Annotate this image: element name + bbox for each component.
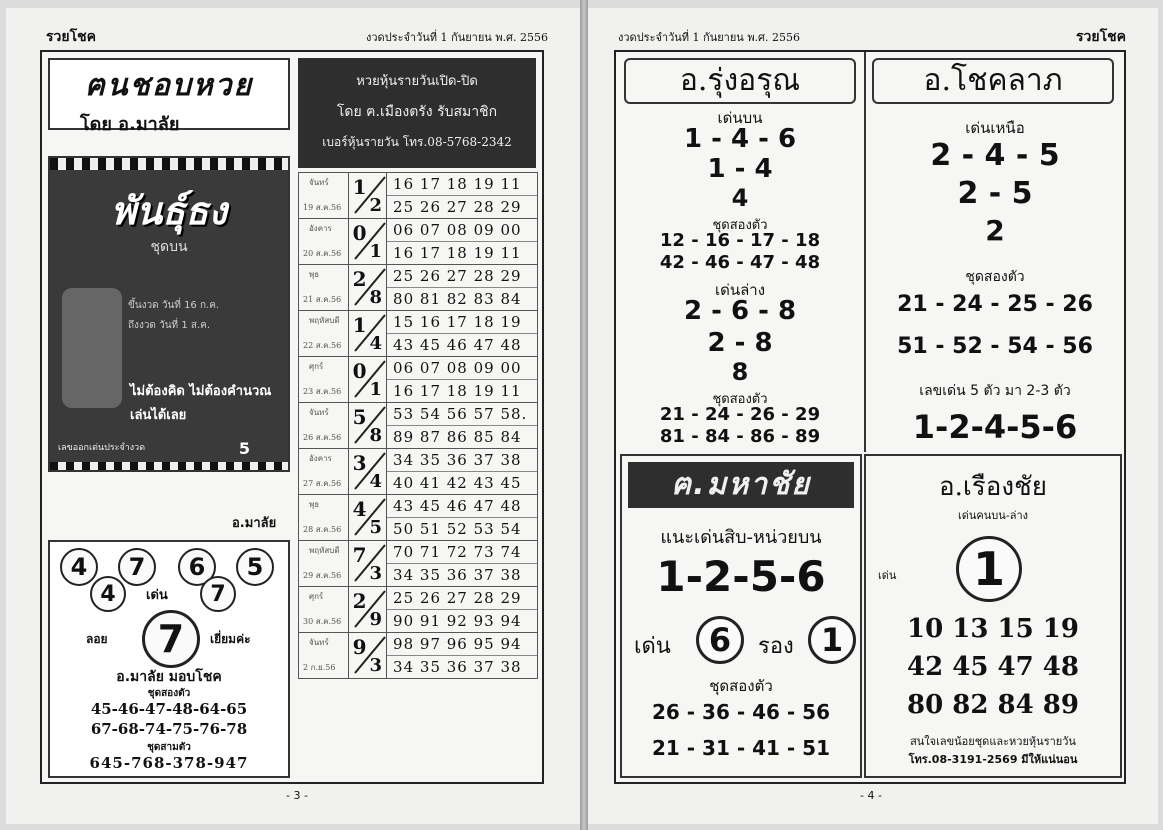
stock-digit-top: 3: [352, 451, 367, 475]
chok-lap-l3: 2: [985, 214, 1005, 247]
rung-arun-two4: 81 - 84 - 86 - 89: [659, 426, 821, 447]
stock-numbers-line1: 06 07 08 09 00: [387, 219, 537, 242]
stock-numbers-cell: [387, 219, 538, 265]
checker-border-bottom: [50, 462, 288, 470]
left-page-number: - 3 -: [286, 789, 308, 802]
stock-day: อังคาร: [309, 224, 332, 233]
stock-digit-bottom: 4: [369, 333, 383, 354]
rung-arun-low1: 2 - 6 - 8: [683, 296, 797, 326]
stock-header-line2: โดย ฅ.เมืองตรัง รับสมาชิก: [336, 104, 498, 120]
stock-numbers-cell: [387, 173, 538, 219]
rueang-chai-r2: 42 45 47 48: [907, 652, 1079, 682]
rung-arun-up1: 1 - 4 - 6: [683, 124, 797, 154]
stock-fraction-cell: [348, 173, 386, 219]
maha-chai-den-circle: 6: [696, 616, 744, 664]
stock-digit-top: 0: [352, 221, 367, 245]
stock-row: [299, 357, 538, 403]
stock-digit-top: 4: [352, 497, 367, 521]
stock-numbers-line1: 25 26 27 28 29: [387, 265, 537, 288]
stock-digit-bottom: 3: [369, 563, 383, 584]
stock-row: [299, 403, 538, 449]
stock-day: จันทร์: [309, 178, 329, 187]
chok-lap-title: อ.โชคลาภ: [872, 58, 1114, 104]
stock-day: พฤหัสบดี: [309, 316, 340, 325]
right-page-date: งวดประจำวันที่ 1 กันยายน พ.ศ. 2556: [618, 31, 801, 44]
stock-fraction-cell: [348, 587, 386, 633]
stock-date: 19 ส.ค.56: [303, 203, 342, 212]
promo-line2: ถึงงวด วันที่ 1 ส.ค.: [128, 320, 211, 331]
stock-row: [299, 541, 538, 587]
stock-row: [299, 587, 538, 633]
stock-day: ศุกร์: [309, 362, 324, 371]
rung-arun-two3: 21 - 24 - 26 - 29: [659, 404, 821, 425]
stock-row: [299, 449, 538, 495]
stock-date: 2 ก.ย.56: [303, 663, 336, 672]
chok-lap-two2: 51 - 52 - 54 - 56: [897, 334, 1093, 359]
rung-arun-two-label2: ชุดสองตัว: [712, 392, 768, 407]
page-gutter: [580, 0, 588, 830]
rung-arun-up3: 4: [731, 184, 749, 212]
stock-numbers-line2: 90 91 92 93 94: [393, 612, 522, 630]
stock-day-cell: [299, 265, 349, 311]
stock-digit-bottom: 2: [369, 195, 383, 216]
stock-digit-bottom: 1: [369, 241, 383, 262]
stock-day: ศุกร์: [309, 592, 324, 601]
stock-numbers-cell: [387, 357, 538, 403]
stock-date: 28 ส.ค.56: [303, 525, 342, 534]
stock-digit-bottom: 9: [369, 609, 383, 630]
stock-digit-bottom: 8: [369, 425, 383, 446]
stock-numbers-line1: 43 45 46 47 48: [387, 495, 537, 518]
stock-numbers-line2: 16 17 18 19 11: [393, 244, 522, 262]
promo-line4: เล่นได้เลย: [130, 408, 187, 423]
stock-digit-bottom: 3: [369, 655, 383, 676]
stock-digit-top: 7: [352, 543, 367, 567]
stock-day: พฤหัสบดี: [309, 546, 340, 555]
top-circle-1: 4: [60, 548, 98, 586]
stock-numbers-cell: [387, 265, 538, 311]
stock-numbers-cell: [387, 495, 538, 541]
stock-date: 29 ส.ค.56: [303, 571, 342, 580]
stock-numbers-line1: 16 17 18 19 11: [387, 173, 537, 196]
masthead-box: [48, 58, 290, 135]
chok-lap-l1: 2 - 4 - 5: [930, 138, 1060, 173]
stock-fraction-cell: [348, 265, 386, 311]
stock-day-cell: [299, 219, 349, 265]
maha-chai-rong-circle: 1: [808, 616, 856, 664]
rueang-chai-foot2: โทร.08-3191-2569 มีให้แน่นอน: [908, 753, 1078, 766]
stock-day: จันทร์: [309, 408, 329, 417]
stock-numbers-line1: 98 97 96 95 94: [387, 633, 537, 656]
stock-fraction-cell: [348, 449, 386, 495]
section-chok-lap: [866, 52, 1124, 452]
stock-date: 22 ส.ค.56: [303, 341, 342, 350]
three-digit-line: 645-768-378-947: [89, 754, 249, 772]
right-page-title: รวยโชค: [1076, 29, 1126, 45]
right-content-frame: [614, 50, 1126, 784]
stock-day-cell: [299, 633, 349, 679]
center-big-circle: 7: [142, 610, 200, 668]
stock-fraction-cell: [348, 219, 386, 265]
stock-digit-top: 2: [352, 267, 367, 291]
stock-digit-bottom: 5: [369, 517, 383, 538]
two-digit-label: ชุดสองตัว: [147, 688, 191, 699]
stock-digit-bottom: 8: [369, 287, 383, 308]
rung-arun-low-label: เด่นล่าง: [714, 281, 766, 299]
stock-day-cell: [299, 311, 349, 357]
stock-digit-bottom: 1: [369, 379, 383, 400]
promo-line3: ไม่ต้องคิด ไม่ต้องคำนวณ: [130, 384, 272, 399]
maha-chai-two2: 21 - 31 - 41 - 51: [651, 736, 830, 760]
rueang-chai-den-label: เด่น: [878, 569, 897, 582]
section-rung-arun: [616, 52, 866, 452]
stock-digit-top: 1: [352, 175, 367, 199]
promo-badge: 5: [238, 439, 250, 458]
stock-fraction-cell: [348, 357, 386, 403]
rueang-chai-title: อ.เรืองชัย: [939, 472, 1047, 502]
stock-numbers-line1: 25 26 27 28 29: [387, 587, 537, 610]
stock-numbers-cell: [387, 311, 538, 357]
rung-arun-up-label: เด่นบน: [717, 109, 763, 127]
stock-day-cell: [299, 587, 349, 633]
chok-lap-two-label: ชุดสองตัว: [965, 269, 1025, 285]
stock-fraction-cell: [348, 633, 386, 679]
section-maha-chai: [620, 454, 862, 778]
chok-lap-two1: 21 - 24 - 25 - 26: [897, 292, 1093, 317]
stock-digit-top: 2: [352, 589, 367, 613]
stock-numbers-line2: 80 81 82 83 84: [393, 290, 522, 308]
stock-numbers-cell: [387, 449, 538, 495]
stock-numbers-line1: 70 71 72 73 74: [387, 541, 537, 564]
maha-chai-title: ฅ.มหาชัย: [628, 462, 854, 508]
stock-day: อังคาร: [309, 454, 332, 463]
rueang-chai-r1: 10 13 15 19: [907, 614, 1079, 644]
stock-day-cell: [299, 495, 349, 541]
stock-fraction-cell: [348, 403, 386, 449]
three-digit-label: ชุดสามตัว: [147, 742, 191, 753]
lucky-number-box: [48, 540, 290, 778]
stock-date: 26 ส.ค.56: [303, 433, 342, 442]
stock-numbers-cell: [387, 633, 538, 679]
stock-numbers-line2: 89 87 86 85 84: [393, 428, 522, 446]
rung-arun-up2: 1 - 4: [707, 154, 773, 184]
yiam-label: เยี่ยมค่ะ: [210, 632, 251, 646]
rung-arun-title: อ.รุ่งอรุณ: [624, 58, 856, 104]
play-label: เด่น: [146, 588, 168, 603]
chok-lap-big: 1-2-4-5-6: [912, 408, 1078, 446]
stock-date: 23 ส.ค.56: [303, 387, 342, 396]
stock-numbers-line2: 50 51 52 53 54: [393, 520, 522, 538]
promo-image: [48, 156, 290, 472]
two-digit-line2: 67-68-74-75-76-78: [90, 720, 248, 738]
stock-numbers-line2: 43 45 46 47 48: [393, 336, 522, 354]
maha-chai-rong-label: รอง: [758, 634, 794, 659]
stock-date: 20 ส.ค.56: [303, 249, 342, 258]
left-page-date: งวดประจำวันที่ 1 กันยายน พ.ศ. 2556: [366, 31, 549, 44]
stock-numbers-cell: [387, 403, 538, 449]
left-small-circle: 4: [90, 576, 126, 612]
maha-chai-two1: 26 - 36 - 46 - 56: [651, 700, 830, 724]
right-page: [588, 8, 1158, 824]
stock-date: 21 ส.ค.56: [303, 295, 342, 304]
stock-date: 27 ส.ค.56: [303, 479, 342, 488]
chok-lap-label: เด่นเหนือ: [965, 119, 1025, 137]
stock-day-cell: [299, 403, 349, 449]
stock-numbers-line2: 16 17 18 19 11: [393, 382, 522, 400]
stock-digit-top: 9: [352, 635, 367, 659]
stock-day-cell: [299, 449, 349, 495]
rueang-chai-foot1: สนใจเลขน้อยชุดและหวยหุ้นรายวัน: [910, 735, 1076, 748]
stock-numbers-line2: 34 35 36 37 38: [393, 658, 522, 676]
stock-day: พุธ: [309, 500, 320, 509]
stock-numbers-line2: 40 41 42 43 45: [393, 474, 522, 492]
top-circle-4: 5: [236, 548, 274, 586]
stock-day: พุธ: [309, 270, 320, 279]
top-circle-3: 6: [178, 548, 216, 586]
right-page-number: - 4 -: [860, 789, 882, 802]
stock-digit-top: 5: [352, 405, 367, 429]
section-rueang-chai: [864, 454, 1122, 778]
stock-date: 30 ส.ค.56: [303, 617, 342, 626]
rueang-chai-r3: 80 82 84 89: [907, 690, 1079, 720]
stock-numbers-line1: 15 16 17 18 19: [387, 311, 537, 334]
promo-line1: ขึ้นงวด วันที่ 16 ก.ค.: [128, 300, 220, 311]
promo-banner: พันธุ์ธง: [111, 189, 227, 233]
stock-digit-top: 0: [352, 359, 367, 383]
stock-day: จันทร์: [309, 638, 329, 647]
stock-digit-top: 1: [352, 313, 367, 337]
stock-numbers-line1: 53 54 56 57 58.: [387, 403, 537, 426]
maha-chai-sub: แนะเด่นสิบ-หน่วยบน: [660, 527, 822, 548]
chok-lap-note: เลขเด่น 5 ตัว มา 2-3 ตัว: [919, 383, 1071, 399]
checker-border-top: [50, 158, 288, 170]
loi-label: ลอย: [86, 632, 108, 646]
rung-arun-two-label: ชุดสองตัว: [712, 218, 768, 233]
rueang-chai-sub: เด่นคนบน-ล่าง: [957, 509, 1029, 522]
promo-subtitle: ชุดบน: [150, 239, 188, 255]
stock-numbers-line1: 34 35 36 37 38: [387, 449, 537, 472]
right-small-circle: 7: [200, 576, 236, 612]
maha-chai-two-label: ชุดสองตัว: [709, 677, 773, 695]
stock-header: [298, 58, 536, 168]
stock-day-cell: [299, 173, 349, 219]
stock-fraction-cell: [348, 311, 386, 357]
stock-numbers-line2: 25 26 27 28 29: [393, 198, 522, 216]
masthead-title: ฅนชอบหวย: [84, 68, 254, 103]
stock-row: [299, 633, 538, 679]
rung-arun-low3: 8: [731, 358, 749, 386]
stock-results-table: [298, 172, 538, 679]
maha-chai-big: 1-2-5-6: [656, 552, 826, 601]
stock-header-line3: เบอร์หุ้นรายวัน โทร.08-5768-2342: [322, 135, 512, 149]
top-circle-2: 7: [118, 548, 156, 586]
stock-fraction-cell: [348, 541, 386, 587]
rueang-chai-den-circle: 1: [956, 536, 1022, 602]
rung-arun-two2: 42 - 46 - 47 - 48: [659, 252, 821, 273]
stock-digit-bottom: 4: [369, 471, 383, 492]
stock-row: [299, 265, 538, 311]
stock-numbers-line1: 06 07 08 09 00: [387, 357, 537, 380]
stock-day-cell: [299, 357, 349, 403]
left-page-title: รวยโชค: [46, 29, 96, 45]
giver-line: อ.มาลัย มอบโชค: [116, 669, 222, 685]
stock-row: [299, 311, 538, 357]
rung-arun-low2: 2 - 8: [707, 328, 773, 358]
hand-glass-image: [62, 288, 122, 408]
stock-numbers-cell: [387, 541, 538, 587]
rung-arun-two1: 12 - 16 - 17 - 18: [659, 230, 821, 251]
stock-numbers-cell: [387, 587, 538, 633]
left-content-frame: [40, 50, 544, 784]
stock-row: [299, 173, 538, 219]
masthead-byline: โดย อ.มาลัย: [80, 114, 180, 135]
stock-fraction-cell: [348, 495, 386, 541]
stock-row: [299, 219, 538, 265]
stock-numbers-line2: 34 35 36 37 38: [393, 566, 522, 584]
stock-row: [299, 495, 538, 541]
left-page: [6, 8, 580, 824]
chok-lap-l2: 2 - 5: [957, 176, 1033, 211]
promo-footer: เลขออกเด่นประจำงวด: [58, 443, 146, 453]
two-digit-line1: 45-46-47-48-64-65: [90, 700, 248, 718]
stock-day-cell: [299, 541, 349, 587]
maha-chai-den-label: เด่น: [634, 634, 671, 659]
signature: อ.มาลัย: [232, 516, 277, 531]
stock-header-line1: หวยหุ้นรายวันเปิด-ปิด: [356, 74, 478, 89]
